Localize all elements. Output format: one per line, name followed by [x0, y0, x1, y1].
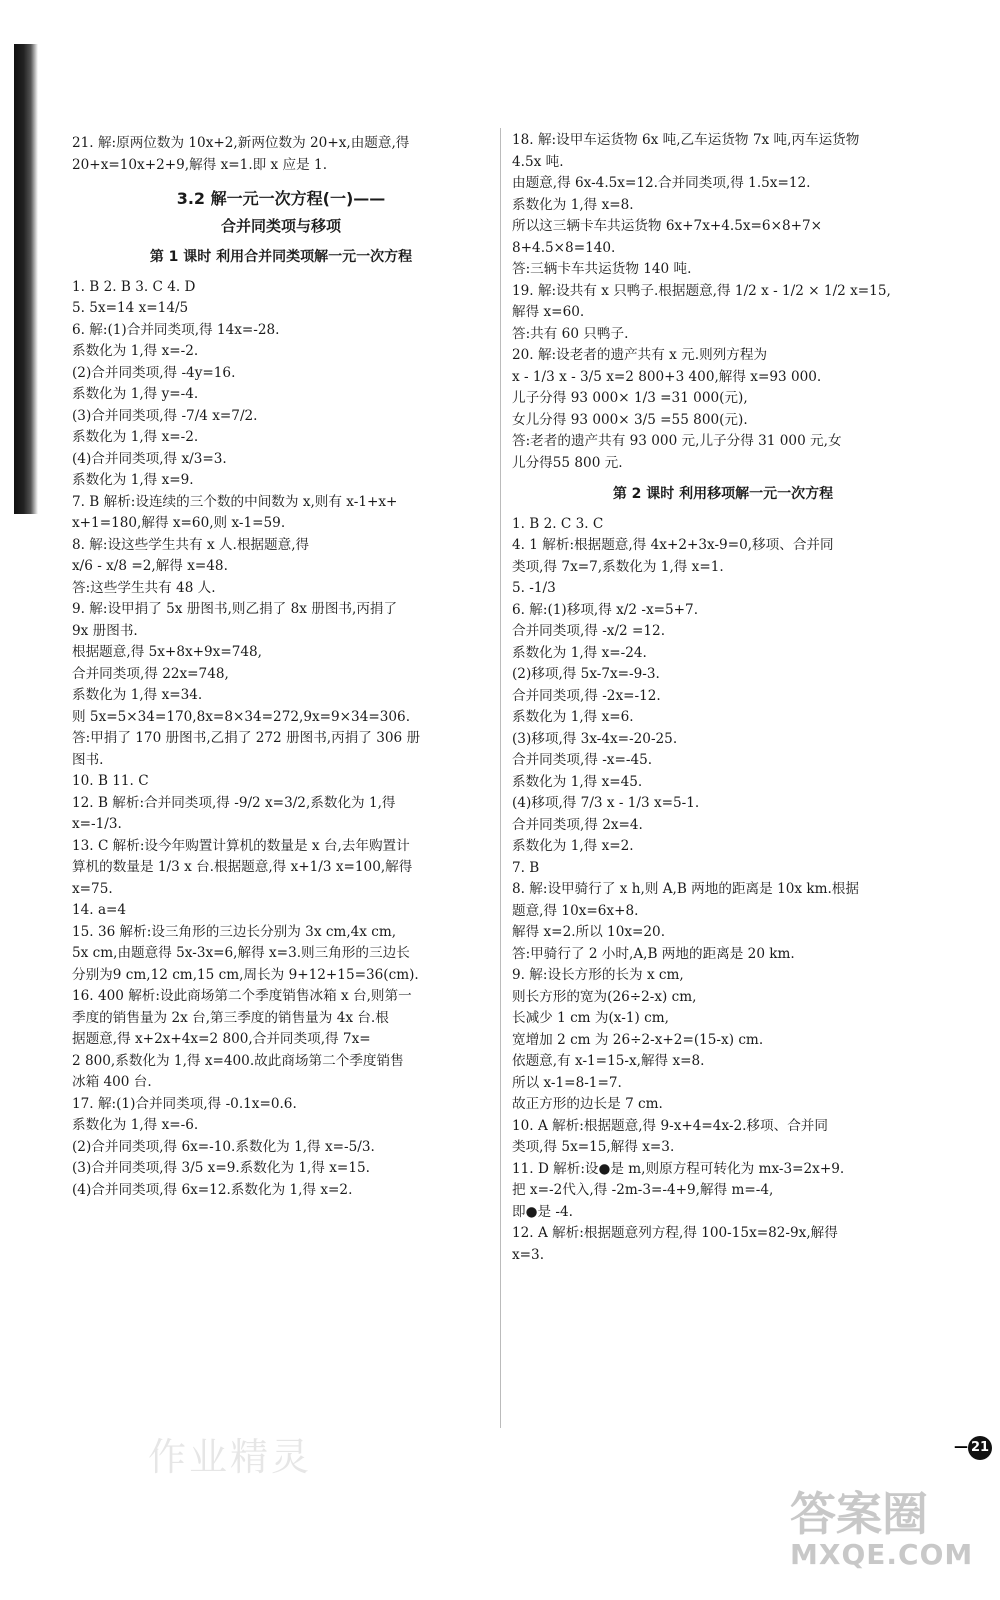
right-column	[512, 130, 934, 1266]
text-line: 21. 解:原两位数为 10x+2,新两位数为 20+x,由题意,得	[72, 135, 410, 151]
text-line: 由题意,得 6x-4.5x=12.合并同类项,得 1.5x=12.	[512, 175, 811, 191]
text-line: 系数化为 1,得 x=9.	[72, 472, 194, 488]
text-line: 据题意,得 x+2x+4x=2 800,合并同类项,得 7x=	[72, 1031, 371, 1047]
answer-21	[72, 133, 490, 176]
text-line: 9x 册图书.	[72, 622, 138, 639]
watermark-url: MXQE.COM	[790, 1538, 974, 1571]
text-line: 系数化为 1,得 x=-6.	[72, 1117, 199, 1133]
text-line: 依题意,有 x-1=15-x,解得 x=8.	[512, 1053, 705, 1069]
column-divider	[500, 128, 501, 1428]
left-column	[72, 130, 490, 1201]
text-line: 8. 解:设这些学生共有 x 人.根据题意,得	[72, 536, 310, 553]
text-line: 所以这三辆卡车共运货物 6x+7x+4.5x=6×8+7×	[512, 218, 823, 234]
text-line: 根据题意,得 5x+8x+9x=748,	[72, 644, 262, 660]
text-line: 答:这些学生共有 48 人.	[72, 579, 216, 596]
text-line: x+1=180,解得 x=60,则 x-1=59.	[72, 515, 286, 531]
section-title: 3.2 解一元一次方程(一)——	[176, 189, 386, 208]
text-line: x/6 - x/8 =2,解得 x=48.	[72, 558, 228, 574]
text-line: 类项,得 5x=15,解得 x=3.	[512, 1139, 675, 1155]
text-line: 答:甲骑行了 2 小时,A,B 两地的距离是 20 km.	[512, 945, 795, 962]
page-number: — 21	[954, 1436, 992, 1460]
text-line: 则 5x=5×34=170,8x=8×34=272,9x=9×34=306.	[72, 708, 411, 725]
text-line: 类项,得 7x=7,系数化为 1,得 x=1.	[512, 558, 724, 575]
text-line: 20. 解:设老者的遗产共有 x 元.则列方程为	[512, 347, 768, 363]
text-line: 系数化为 1,得 x=8.	[512, 196, 634, 213]
text-line: 儿子分得 93 000× 1/3 =31 000(元),	[512, 390, 748, 406]
text-line: 10. B 11. C	[72, 773, 149, 789]
text-line: 5x cm,由题意得 5x-3x=6,解得 x=3.则三角形的三边长	[72, 945, 410, 961]
text-line: 故正方形的边长是 7 cm.	[512, 1096, 663, 1112]
text-line: (4)合并同类项,得 x/3=3.	[72, 450, 227, 467]
text-line: 系数化为 1,得 x=-24.	[512, 644, 647, 661]
text-line: 女儿分得 93 000× 3/5 =55 800(元).	[512, 411, 748, 428]
text-line: 6. 解:(1)移项,得 x/2 -x=5+7.	[512, 601, 699, 618]
text-line: 7. B 解析:设连续的三个数的中间数为 x,则有 x-1+x+	[72, 493, 398, 510]
text-line: 12. B 解析:合并同类项,得 -9/2 x=3/2,系数化为 1,得	[72, 794, 396, 811]
text-line: 合并同类项,得 2x=4.	[512, 816, 643, 833]
text-line: 11. D 解析:设●是 m,则原方程可转化为 mx-3=2x+9.	[512, 1160, 845, 1177]
text-line: 系数化为 1,得 x=2.	[512, 838, 634, 854]
lesson-1-title: 第 1 课时 利用合并同类项解一元一次方程	[149, 249, 413, 265]
binding-edge	[14, 44, 38, 514]
text-line: x=75.	[72, 880, 113, 897]
lesson-1-answers-continued	[512, 130, 934, 474]
text-line: 合并同类项,得 22x=748,	[72, 665, 229, 682]
text-line: 答:三辆卡车共运货物 140 吨.	[512, 261, 692, 277]
text-line: 把 x=-2代入,得 -2m-3=-4+9,解得 m=-4,	[512, 1182, 774, 1198]
text-line: 解得 x=60.	[512, 304, 585, 320]
text-line: x=-1/3.	[72, 816, 122, 832]
text-line: 冰箱 400 台.	[72, 1074, 152, 1090]
text-line: 1. B 2. C 3. C	[512, 515, 604, 532]
text-line: 19. 解:设共有 x 只鸭子.根据题意,得 1/2 x - 1/2 × 1/2 x=15,	[512, 282, 891, 299]
section-subtitle: 合并同类项与移项	[220, 216, 341, 235]
text-line: 9. 解:设长方形的长为 x cm,	[512, 967, 684, 983]
text-line: 17. 解:(1)合并同类项,得 -0.1x=0.6.	[72, 1095, 297, 1112]
text-line: 10. A 解析:根据题意,得 9-x+4=4x-2.移项、合并同	[512, 1117, 828, 1134]
text-line: 8. 解:设甲骑行了 x h,则 A,B 两地的距离是 10x km.根据	[512, 881, 859, 897]
text-line: 合并同类项,得 -x=-45.	[512, 752, 653, 768]
text-line: 18. 解:设甲车运货物 6x 吨,乙车运货物 7x 吨,丙车运货物	[512, 132, 860, 148]
text-line: 2 800,系数化为 1,得 x=400.故此商场第二个季度销售	[72, 1052, 404, 1069]
text-line: (4)合并同类项,得 6x=12.系数化为 1,得 x=2.	[72, 1181, 353, 1198]
text-line: (2)合并同类项,得 6x=-10.系数化为 1,得 x=-5/3.	[72, 1138, 375, 1155]
text-line: 答:老者的遗产共有 93 000 元,儿子分得 31 000 元,女	[512, 433, 842, 449]
text-line: 合并同类项,得 -x/2 =12.	[512, 623, 666, 639]
text-line: 20+x=10x+2+9,解得 x=1.即 x 应是 1.	[72, 156, 328, 173]
watermark-logo: 作业精灵	[148, 1435, 313, 1479]
text-line: 9. 解:设甲捐了 5x 册图书,则乙捐了 8x 册图书,丙捐了	[72, 601, 398, 617]
text-line: 12. A 解析:根据题意列方程,得 100-15x=82-9x,解得	[512, 1225, 838, 1241]
text-line: 系数化为 1,得 x=34.	[72, 687, 203, 703]
watermark-brand: 答案圈	[790, 1487, 928, 1541]
text-line: 15. 36 解析:设三角形的三边长分别为 3x cm,4x cm,	[72, 923, 397, 940]
text-line: 即●是 -4.	[512, 1203, 573, 1220]
text-line: 长减少 1 cm 为(x-1) cm,	[512, 1010, 669, 1026]
text-line: 16. 400 解析:设此商场第二个季度销售冰箱 x 台,则第一	[72, 988, 412, 1004]
text-line: 则长方形的宽为(26÷2-x) cm,	[512, 988, 697, 1005]
text-line: 系数化为 1,得 x=-2.	[72, 343, 199, 359]
text-line: 合并同类项,得 -2x=-12.	[512, 687, 661, 704]
text-line: (2)合并同类项,得 -4y=16.	[72, 364, 236, 381]
text-line: 题意,得 10x=6x+8.	[512, 902, 639, 919]
text-line: 6. 解:(1)合并同类项,得 14x=-28.	[72, 321, 280, 338]
text-line: 所以 x-1=8-1=7.	[512, 1074, 622, 1091]
text-line: (2)移项,得 5x-7x=-9-3.	[512, 666, 660, 682]
text-line: 答:共有 60 只鸭子.	[512, 325, 629, 342]
text-line: 5. 5x=14 x=14/5	[72, 300, 189, 316]
text-line: 7. B	[512, 859, 540, 876]
text-line: 13. C 解析:设今年购置计算机的数量是 x 台,去年购置计	[72, 837, 410, 854]
text-line: 分别为9 cm,12 cm,15 cm,周长为 9+12+15=36(cm).	[72, 966, 419, 983]
text-line: 5. -1/3	[512, 580, 556, 596]
text-line: (3)合并同类项,得 3/5 x=9.系数化为 1,得 x=15.	[72, 1160, 370, 1176]
text-line: (4)移项,得 7/3 x - 1/3 x=5-1.	[512, 795, 700, 811]
lesson-2-title: 第 2 课时 利用移项解一元一次方程	[612, 486, 834, 502]
text-line: (3)移项,得 3x-4x=-20-25.	[512, 730, 678, 747]
page-number-value: 21	[968, 1436, 992, 1460]
text-line: 4. 1 解析:根据题意,得 4x+2+3x-9=0,移项、合并同	[512, 537, 834, 553]
text-line: 解得 x=2.所以 10x=20.	[512, 924, 666, 940]
lesson-2-answers	[512, 514, 934, 1267]
lesson-1-answers	[72, 277, 490, 1202]
text-line: 宽增加 2 cm 为 26÷2-x+2=(15-x) cm.	[512, 1031, 764, 1048]
text-line: 14. a=4	[72, 902, 127, 918]
text-line: 儿分得55 800 元.	[512, 454, 623, 471]
text-line: x=3.	[512, 1246, 545, 1263]
text-line: x - 1/3 x - 3/5 x=2 800+3 400,解得 x=93 000.	[512, 368, 822, 385]
text-line: 系数化为 1,得 y=-4.	[72, 386, 199, 402]
text-line: 1. B 2. B 3. C 4. D	[72, 278, 196, 295]
text-line: 算机的数量是 1/3 x 台.根据题意,得 x+1/3 x=100,解得	[72, 859, 413, 875]
text-line: 系数化为 1,得 x=6.	[512, 709, 634, 725]
text-line: (3)合并同类项,得 -7/4 x=7/2.	[72, 407, 258, 424]
text-line: 系数化为 1,得 x=45.	[512, 773, 643, 790]
text-line: 答:甲捐了 170 册图书,乙捐了 272 册图书,丙捐了 306 册	[72, 730, 421, 746]
text-line: 4.5x 吨.	[512, 153, 564, 170]
text-line: 8+4.5×8=140.	[512, 239, 616, 256]
text-line: 季度的销售量为 2x 台,第三季度的销售量为 4x 台.根	[72, 1009, 389, 1026]
text-line: 图书.	[72, 751, 104, 768]
text-line: 系数化为 1,得 x=-2.	[72, 429, 199, 445]
